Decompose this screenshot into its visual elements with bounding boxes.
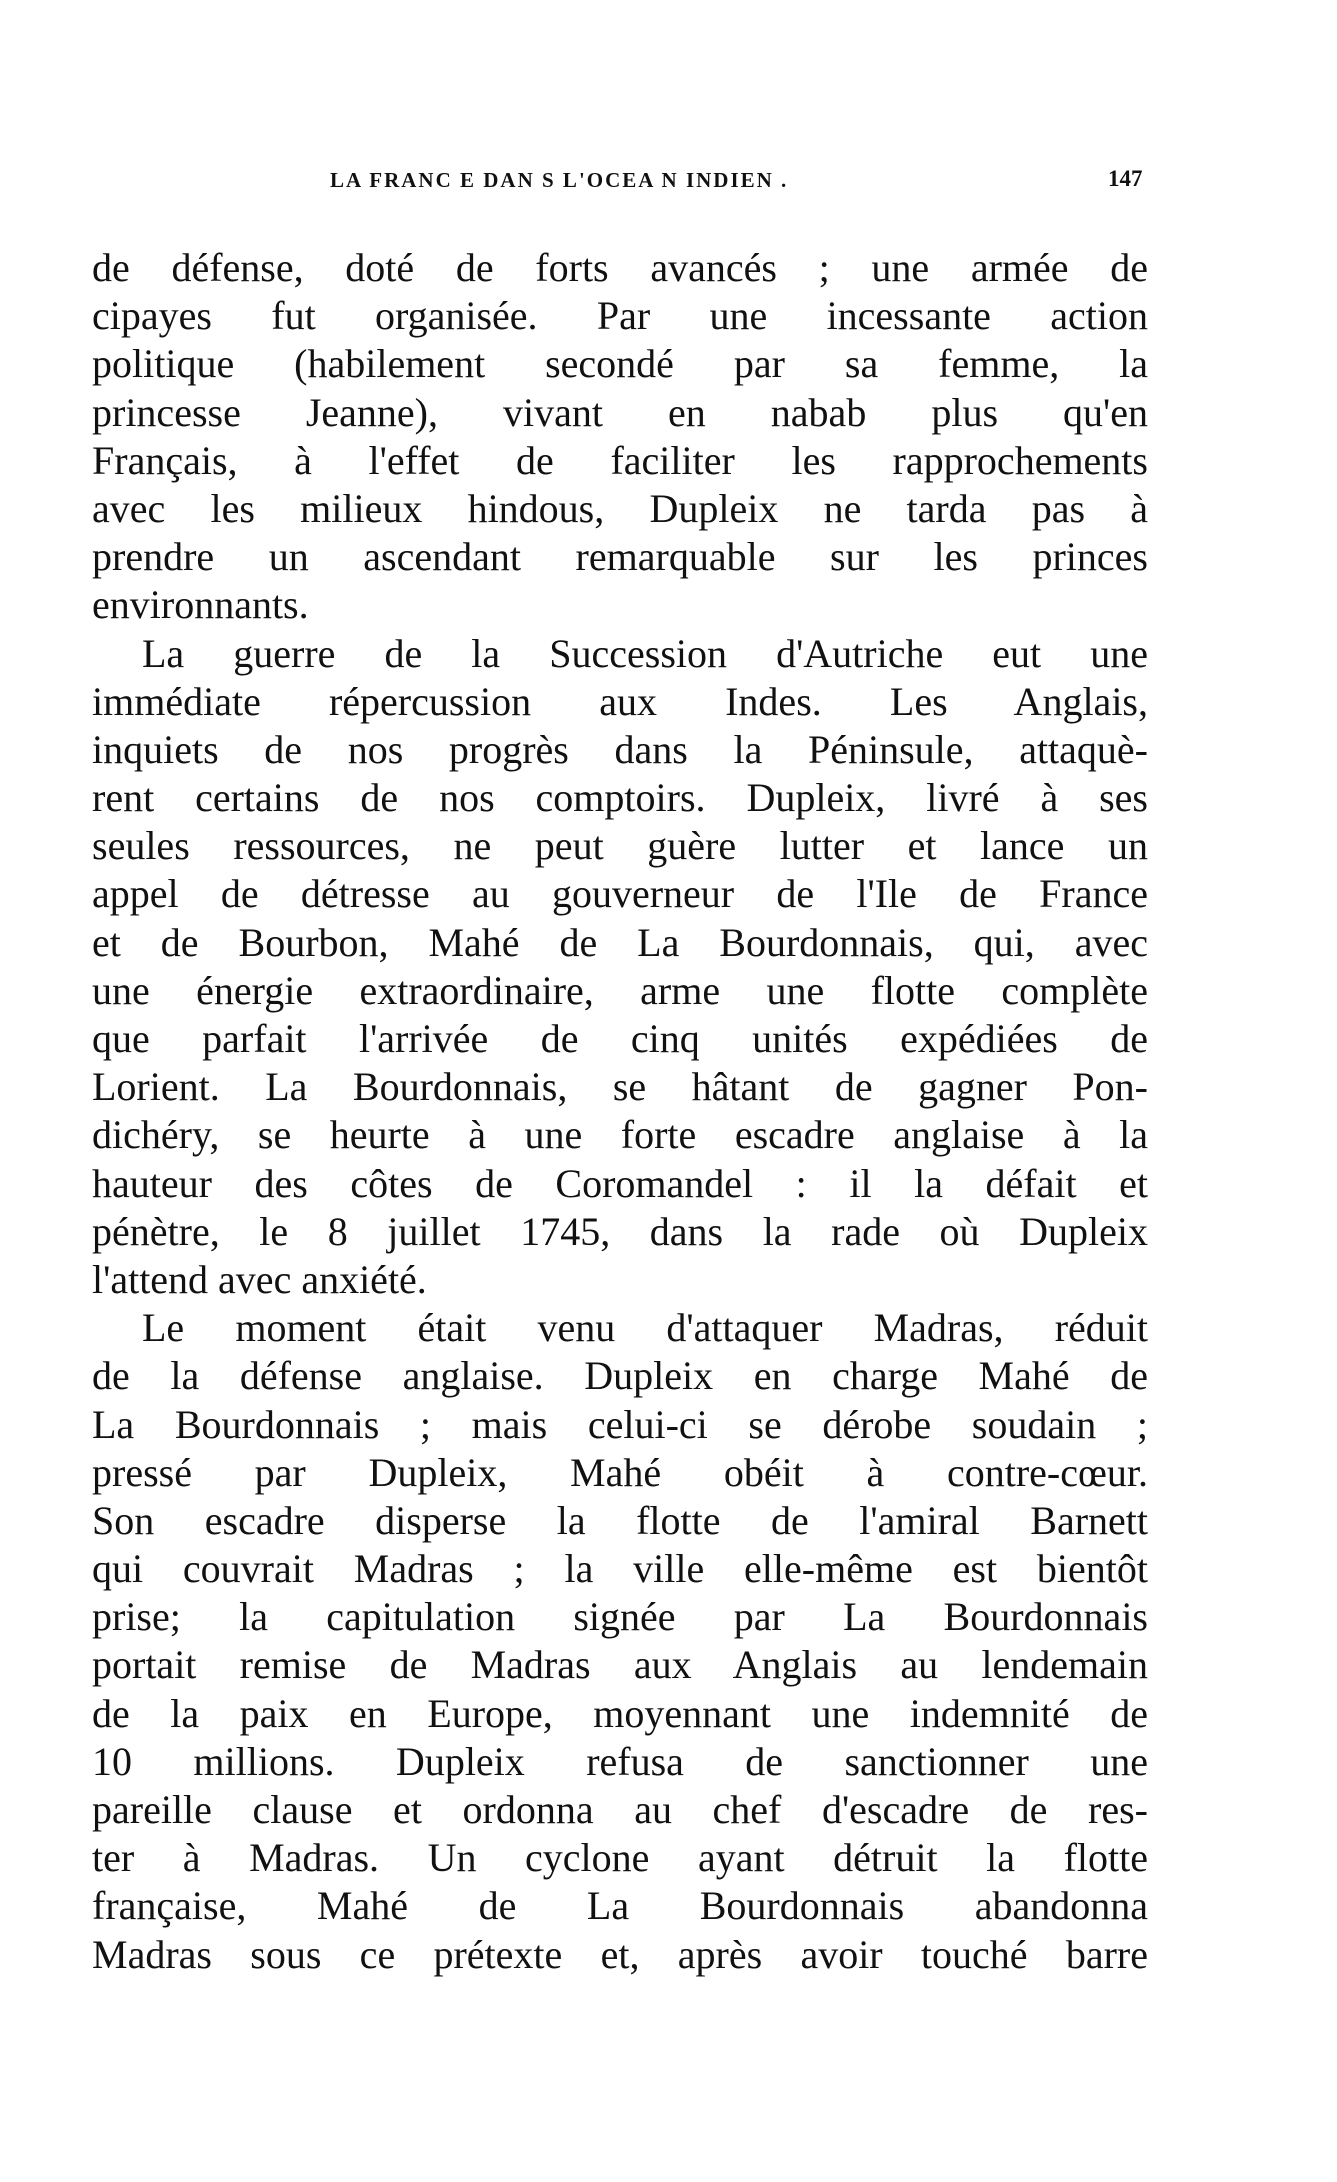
text-line: de défense, doté de forts avancés ; une armée de xyxy=(92,245,1148,290)
text-line: immédiate répercussion aux Indes. Les Anglais, xyxy=(92,678,1148,724)
text-line: 10 millions. Dupleix refusa de sanctionner une xyxy=(92,1738,1148,1784)
text-line: princesse Jeanne), vivant en nabab plus qu'en xyxy=(92,389,1148,435)
text-line: hauteur des côtes de Coromandel : il la défait et xyxy=(92,1160,1148,1206)
page-number: 147 xyxy=(1108,166,1143,191)
text-line: pareille clause et ordonna au chef d'escadre de res- xyxy=(92,1787,1148,1832)
text-line: La Bourdonnais ; mais celui-ci se dérobe soudain ; xyxy=(92,1401,1148,1447)
text-line: que parfait l'arrivée de cinq unités expédiées de xyxy=(92,1016,1148,1061)
text-line: seules ressources, ne peut guère lutter et lance un xyxy=(92,823,1148,869)
text-line: l'attend avec anxiété. xyxy=(92,1256,427,1302)
text-line: Lorient. La Bourdonnais, se hâtant de gagner Pon- xyxy=(92,1064,1148,1110)
running-header: LA FRANC E DAN S L'OCEA N INDIEN . xyxy=(330,168,789,192)
text-line: pressé par Dupleix, Mahé obéit à contre-cœur. xyxy=(92,1449,1148,1495)
text-line: environnants. xyxy=(92,582,309,628)
text-line: politique (habilement secondé par sa femme, la xyxy=(92,341,1148,387)
text-line: inquiets de nos progrès dans la Péninsule, attaquè- xyxy=(92,726,1148,772)
text-line: prise; la capitulation signée par La Bourdonnais xyxy=(92,1594,1148,1640)
text-line: ter à Madras. Un cyclone ayant détruit la flotte xyxy=(92,1835,1148,1881)
text-line: avec les milieux hindous, Dupleix ne tarda pas à xyxy=(92,485,1148,531)
text-line: La guerre de la Succession d'Autriche eut une xyxy=(142,630,1148,676)
body-text xyxy=(92,244,1148,1979)
text-line: appel de détresse au gouverneur de l'Ile de France xyxy=(92,871,1148,917)
text-line: de la paix en Europe, moyennant une indemnité de xyxy=(92,1690,1148,1736)
text-line: Le moment était venu d'attaquer Madras, réduit xyxy=(142,1305,1148,1351)
text-line: prendre un ascendant remarquable sur les princes xyxy=(92,534,1148,580)
text-line: une énergie extraordinaire, arme une flotte complète xyxy=(92,967,1148,1013)
text-line: Madras sous ce prétexte et, après avoir touché barre xyxy=(92,1931,1148,1977)
text-line: française, Mahé de La Bourdonnais abandonna xyxy=(92,1883,1148,1929)
text-line: et de Bourbon, Mahé de La Bourdonnais, qui, avec xyxy=(92,919,1148,965)
text-line: cipayes fut organisée. Par une incessante action xyxy=(92,293,1148,339)
text-line: Français, à l'effet de faciliter les rapprochements xyxy=(92,437,1148,483)
text-line: qui couvrait Madras ; la ville elle-même est bientôt xyxy=(92,1546,1148,1592)
text-line: rent certains de nos comptoirs. Dupleix, livré à ses xyxy=(92,775,1148,821)
text-line: pénètre, le 8 juillet 1745, dans la rade où Dupleix xyxy=(92,1208,1148,1254)
text-line: portait remise de Madras aux Anglais au lendemain xyxy=(92,1642,1148,1688)
text-line: de la défense anglaise. Dupleix en charge Mahé de xyxy=(92,1353,1148,1399)
text-line: Son escadre disperse la flotte de l'amiral Barnett xyxy=(92,1497,1148,1543)
text-line: dichéry, se heurte à une forte escadre anglaise à la xyxy=(92,1112,1148,1158)
